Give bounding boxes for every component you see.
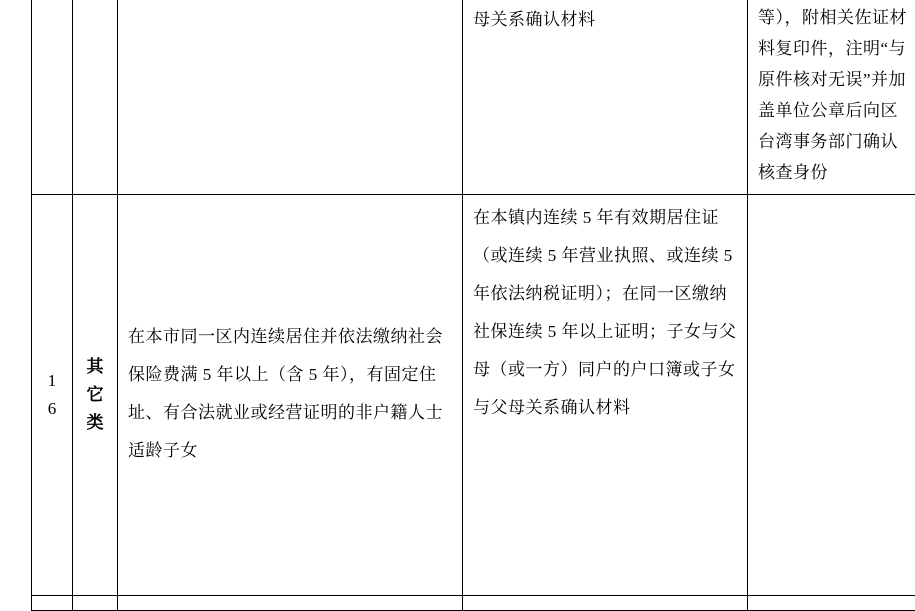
cell-condition [118,596,463,611]
condition-text: 在本市同一区内连续居住并依法缴纳社会保险费满 5 年以上（含 5 年），有固定住址、有合法就业或经营证明的非户籍人士适龄子女 [118,314,462,476]
cell-note [748,596,915,611]
cell-condition [118,195,463,596]
materials-text: 在本镇内连续 5 年有效期居住证（或连续 5 年营业执照、或连续 5 年依法纳税证明）；在同一区缴纳社保连续 5 年以上证明；子女与父母（或一方）同户的户口簿或子女与父母关系确认材料 [463,195,747,433]
cell-materials [463,195,748,596]
number-text [32,0,72,10]
cell-number [32,596,73,611]
table-row [32,596,915,611]
condition-text [118,596,462,606]
cell-number [32,0,73,195]
requirements-table [31,0,915,611]
cell-number [32,195,73,596]
table-row [32,0,915,195]
note-text [748,596,915,606]
materials-text: 母关系确认材料 [463,0,747,41]
note-text: 等），附相关佐证材料复印件，注明“与原件核对无误”并加盖单位公章后向区台湾事务部门确认核查身份 [748,0,915,194]
cell-category [73,0,118,195]
materials-text [463,596,747,606]
table-row [32,195,915,596]
number-text: 1 6 [32,195,72,595]
cell-materials [463,0,748,195]
cell-note [748,195,915,596]
category-text [73,0,117,10]
category-text [73,596,117,606]
cell-category [73,596,118,611]
cell-category [73,195,118,596]
cell-materials [463,596,748,611]
cell-note [748,0,915,195]
number-text [32,596,72,606]
cell-condition [118,0,463,195]
note-text [748,195,915,205]
condition-text [118,0,462,10]
category-text: 其 它 类 [73,195,117,595]
